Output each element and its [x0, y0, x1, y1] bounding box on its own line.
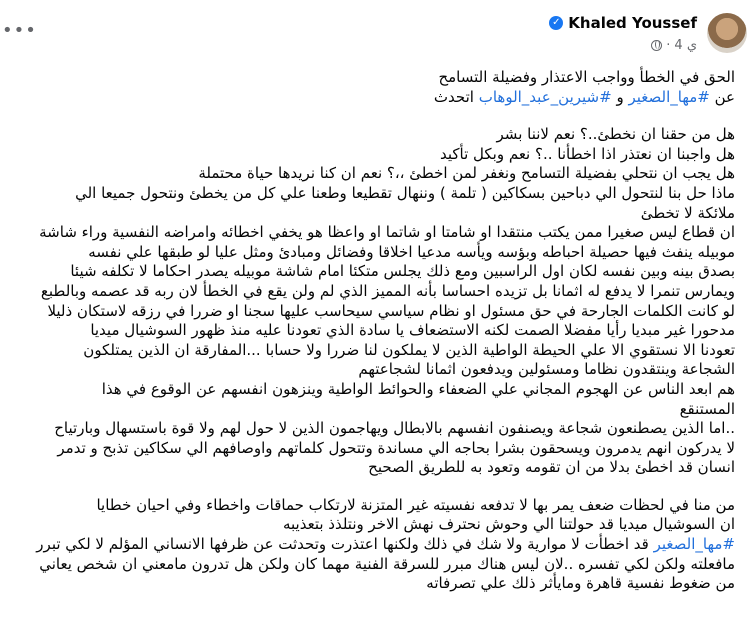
post-line: هل واجبنا ان نعتذر اذا اخطأنا ..؟ نعم وبكل تأكيد [439, 144, 735, 163]
post-paragraph [0, 496, 735, 594]
post-line: تعودنا الا نستقوي الا علي الحيطة الواطية الذين لا يملكون لنا ضررا ولا حسابا ...المفارقة ان الذين يمتلكون [83, 340, 735, 359]
post-line: المستنقع [679, 399, 735, 418]
post-line: الشجاعة وينتقدون نظاما ومسئولين ويدفعون اثمانا لشجاعتهم [358, 360, 735, 379]
post-time[interactable]: 4 ي [674, 38, 697, 53]
post-line: لا يدركون انهم يدمرون ويسحقون بشرا بحاجه الي مساندة وتتحول كلماتهم واوصافهم الي سكاكين تذبح و تدمر [57, 438, 735, 457]
author-row [549, 14, 697, 32]
post-line: هل من حقنا ان نخطئ..؟ نعم لاننا بشر [496, 125, 735, 144]
post-line: من منا في لحظات ضعف يمر بها لا تدفعه نفسيته غير المتزنة لارتكاب حماقات واخطاء وفي احيان خطايا [96, 495, 735, 514]
post-line: لو كانت الكلمات الجارحة في حق مسئول او نظام سياسي سيحاسب عليها سجنا او ضررا في رزقه لاستكان ذليلا [47, 301, 735, 320]
post-line: الحق في الخطأ وواجب الاعتذار وفضيلة التسامح [438, 68, 735, 86]
post-line: ملائكة لا تخطئ [640, 203, 735, 222]
post-line: انسان قد اخطئ بدلا من ان تقومه وتعود به للطريق الصحيح [368, 458, 735, 477]
hashtag-link[interactable]: #شيرين_عبد_الوهاب [478, 87, 612, 106]
post-paragraph [0, 68, 735, 107]
avatar[interactable] [707, 13, 747, 53]
post-header [0, 0, 755, 66]
verified-badge-icon: ✓ [549, 16, 563, 30]
post-paragraph [0, 125, 735, 478]
post-line: ..اما الذين يصطنعون شجاعة ويصنفون انفسهم بالابطال ويهاجمون الذين لا حول لهم ولا قوة باستسهال وبارتياح [54, 419, 735, 438]
hashtag-link[interactable]: #مها_الصغير [653, 535, 735, 554]
post-line: مدحورا غير مبديا رأيا مفضلا الصمت لكنه الاستضعاف يا سادة الذي تعودنا عليه منذ ظهور السوشيال ميديا [90, 321, 735, 340]
post-line: من ضغوط نفسية قاهرة ومايأثر ذلك علي تصرفاته [426, 574, 735, 593]
post-line [0, 535, 735, 555]
author-name[interactable]: Khaled Youssef [568, 14, 697, 32]
hashtag-link[interactable]: #مها_الصغير [628, 87, 710, 106]
post-line: بصدق بينه وبين نفسه لكان اول الراسبين ومع ذلك يجلس متكئا امام شاشة موبيله يصدر احكاما لا تكلفه شيئا [70, 262, 735, 281]
post-line: موبيله ينفث فيها حصيلة احباطه وبؤسه ويأسه مدعيا اخلاقا وفضائل ومبادئ ومثل عليا لو طبقها علي نفسه [88, 242, 735, 261]
post-text: و [611, 87, 629, 106]
post-body [0, 68, 735, 612]
post-text: اتحدث [433, 87, 479, 106]
post-line: ان السوشيال ميديا قد حولتنا الي وحوش نحترف نهش الاخر ونتلذذ بتعذيبه [282, 515, 735, 534]
post-line: ان قطاع ليس صغيرا ممن يكتب منتقدا او شامتا او شاتما او واعظا هو يخفي اخطائه وامراضه النفسية وراء شاشة [39, 223, 735, 242]
post-line: هل يجب ان نتحلي بفضيلة التسامح ونغفر لمن اخطئ ،،؟ نعم ان كنا نريدها حياة محتملة [198, 164, 735, 183]
separator-dot: · [666, 38, 671, 53]
post-meta [651, 38, 697, 53]
post-text: عن [709, 87, 735, 106]
post-text: قد اخطأت لا موارية ولا شك في ذلك ولكنها اعتذرت وتحدثت عن ظرفها الانساني المؤلم لا لكي تبرر [36, 535, 654, 554]
post-line: مافعلته ولكن لكي تفسره ..لان ليس هناك مبرر للسرقة الفنية مهما كان ولكن هل تدرون مامعني ان شخص يعاني [39, 554, 735, 573]
more-options-icon[interactable]: ••• [2, 20, 37, 41]
post-line: ويمارس تنمرا لا يدفع له اثمانا بل تزيده احساسا بأنه المميز الذي لم ولن يقع في الخطأ لان ربه قد عصمه وبالطبع [40, 281, 735, 300]
post-line [0, 88, 735, 108]
globe-icon [651, 40, 662, 51]
post-line: ماذا حل بنا لنتحول الي دباحين بسكاكين ( تلمة ) وننهال تقطيعا وطعنا علي كل من يخطئ ونتحول جميعا الي [75, 183, 735, 202]
post-line: هم ابعد الناس عن الهجوم المجاني علي الضعفاء والحوائط الواطية وينزهون انفسهم عن الوقوع في هذا [101, 379, 735, 398]
